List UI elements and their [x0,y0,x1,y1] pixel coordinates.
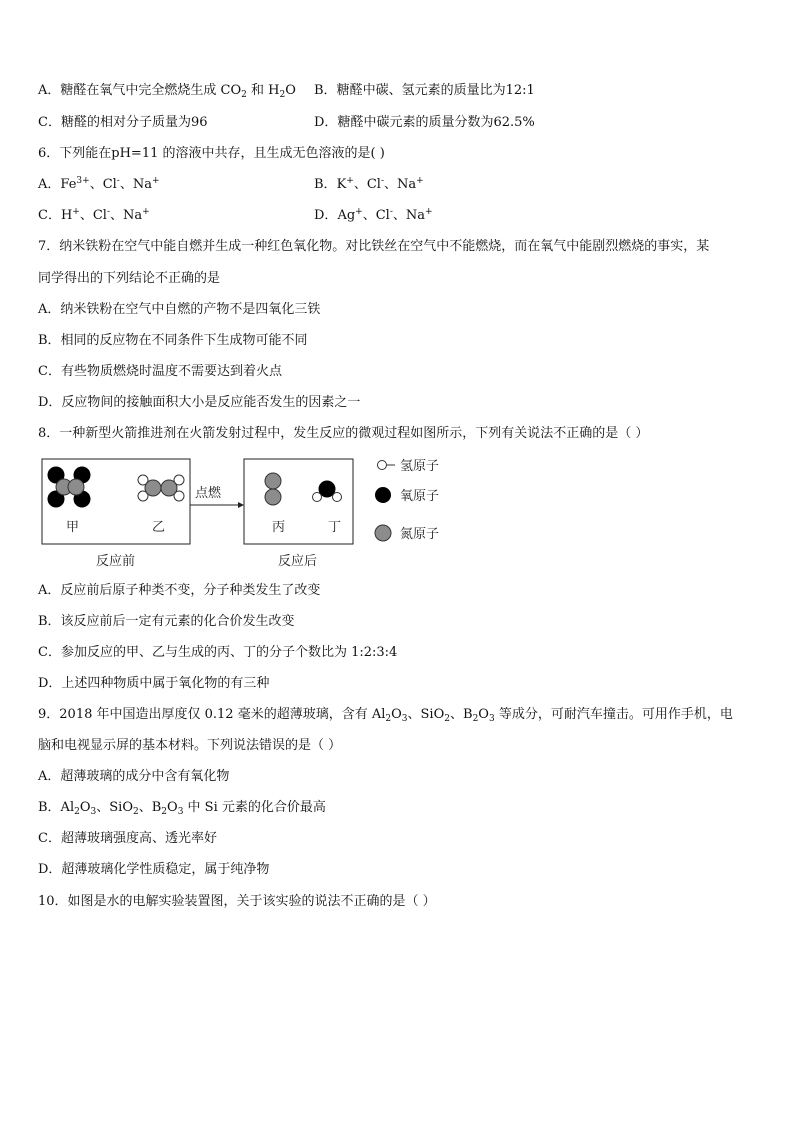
q6-option-d: D．Ag+、Cl-、Na+ [314,207,433,223]
q8-option-c: C．参加反应的甲、乙与生成的丙、丁的分子个数比为 1:2:3:4 [38,645,398,660]
atom-hydrogen [333,493,342,502]
legend-nitrogen-label: 氮原子 [400,527,440,542]
q6-option-a: A．$Fe^{3+}$、Cl-、Na+ [38,176,160,192]
q5-option-b: B．糖醛中碳、氢元素的质量比为12:1 [314,83,535,98]
q7-option-d: D．反应物间的接触面积大小是反应能否发生的因素之一 [38,395,361,410]
legend-oxygen-label: 氧原子 [400,489,440,504]
q8-option-d: D．上述四种物质中属于氧化物的有三种 [38,676,270,691]
q8-option-a: A．反应前后原子种类不变，分子种类发生了改变 [38,583,321,598]
legend [375,459,439,542]
q7-option-b: B．相同的反应物在不同条件下生成物可能不同 [38,333,308,348]
label-ding: 丁 [328,520,342,535]
q9-stem-line2: 脑和电视显示屏的基本材料。下列说法错误的是（ ） [38,738,342,753]
caption-before: 反应前 [96,554,136,569]
q7-option-a: A．纳米铁粉在空气中自燃的产物不是四氧化三铁 [38,302,321,317]
q5-option-c: C．糖醛的相对分子质量为96 [38,115,208,130]
q6-option-c: C．H+、Cl-、Na+ [38,207,150,223]
molecule-jia [48,467,90,507]
q9-stem-line1: 9．2018 年中国造出厚度仅 0.12 毫米的超薄玻璃，含有 $Al_2O_3$、SiO$_2$、$B_2O_3$ 等成分，可耐汽车撞击。可用作手机，电 [38,707,733,724]
molecule-bing [265,473,281,505]
q9-option-c: C．超薄玻璃强度高、透光率好 [38,831,217,846]
label-bing: 丙 [272,520,286,535]
q5-option-d: D．糖醛中碳元素的质量分数为62.5% [314,115,535,130]
q6-stem: 6．下列能在pH=11 的溶液中共存，且生成无色溶液的是( ) [38,146,385,161]
atom-oxygen [319,481,335,497]
label-jia: 甲 [66,520,80,535]
reaction-diagram [38,452,458,577]
atom-nitrogen [161,480,177,496]
q10-stem: 10．如图是水的电解实验装置图，关于该实验的说法不正确的是（ ） [38,894,436,909]
q7-stem-line1: 7．纳米铁粉在空气中能自燃并生成一种红色氧化物。对比铁丝在空气中不能燃烧，而在氧气中能剧烈燃烧的事实，某 [38,239,710,254]
q7-stem-line2: 同学得出的下列结论不正确的是 [38,271,221,286]
q8-option-b: B．该反应前后一定有元素的化合价发生改变 [38,614,295,629]
legend-oxygen-icon [375,487,391,503]
molecule-yi [138,475,184,501]
q9-option-b: B．$Al_2O_3$、SiO$_2$、$B_2O_3$ 中 Si 元素的化合价最高 [38,800,326,817]
q8-stem: 8．一种新型火箭推进剂在火箭发射过程中，发生反应的微观过程如图所示，下列有关说法不正确的是（ ） [38,426,649,441]
molecule-ding [313,481,342,502]
arrow-label: 点燃 [195,486,222,501]
legend-hydrogen-label: 氢原子 [400,459,440,474]
caption-after: 反应后 [278,554,318,569]
atom-hydrogen [313,493,322,502]
q9-option-a: A．超薄玻璃的成分中含有氧化物 [38,769,230,784]
label-yi: 乙 [152,520,166,535]
legend-hydrogen-icon [378,461,387,470]
atom-nitrogen [265,489,281,505]
q6-option-b: B．K+、Cl-、Na+ [314,176,424,192]
atom-nitrogen [68,479,84,495]
q5-option-a: A．糖醛在氧气中完全燃烧生成 $CO_2$ 和 $H_2O$ [38,83,296,100]
legend-nitrogen-icon [375,525,391,541]
atom-nitrogen [265,473,281,489]
before-box [42,459,190,544]
arrow-head [238,502,244,508]
atom-nitrogen [145,480,161,496]
q9-option-d: D．超薄玻璃化学性质稳定，属于纯净物 [38,862,270,877]
q7-option-c: C．有些物质燃烧时温度不需要达到着火点 [38,364,282,379]
